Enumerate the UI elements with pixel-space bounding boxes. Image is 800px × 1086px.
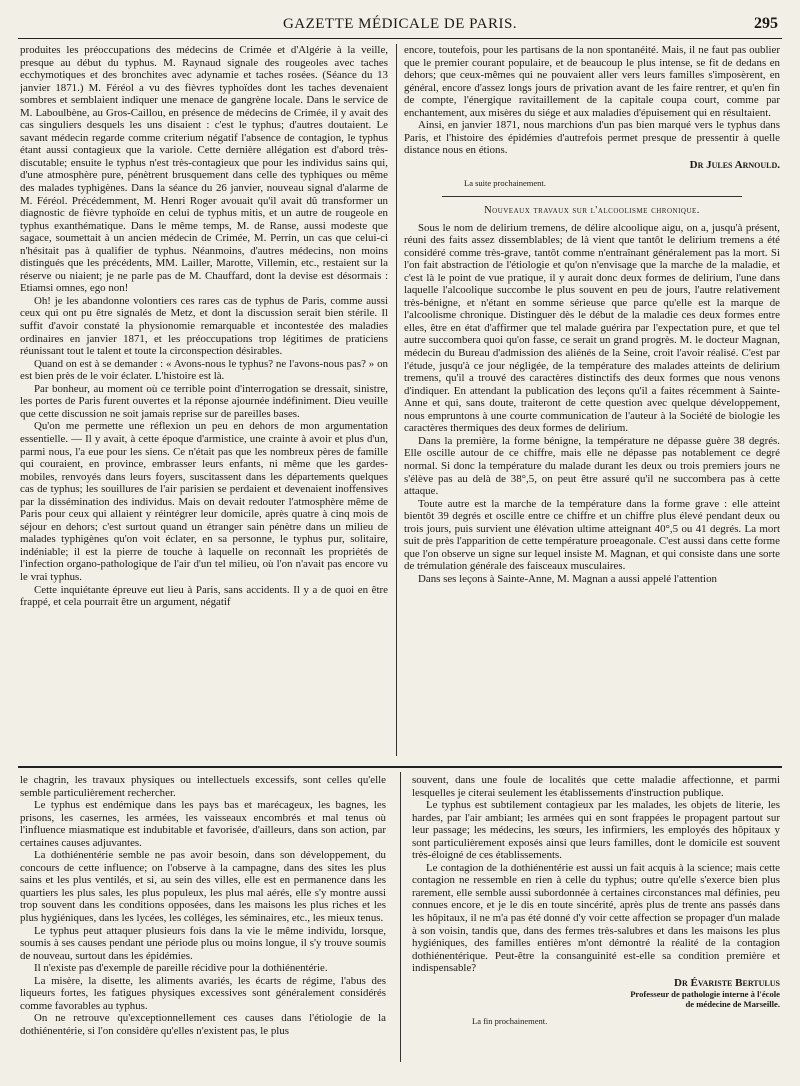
paragraph: Dans la première, la forme bénigne, la température ne dépasse guère 38 degrés. Elle oscille autour de ce chiffre, mais elle ne dépasse pas notablement ce degré normal. Si donc la température du malade durant les deux ou trois premiers jours ne s'élève pas au delà de 38°,5, on peut être assuré qu'il ne succombera pas à cette attaque. <box>404 434 780 498</box>
author-affiliation: de médecine de Marseille. <box>685 999 780 1010</box>
section-divider <box>18 766 782 768</box>
paragraph: produites les préoccupations des médecins de Crimée et d'Algérie à la veille, presque au début du typhus. M. Raynaud signale des rougeoles avec taches ecchymotiques et des bronchites avec adynamie et taches rosées. (Séance du 13 janvier 1871.) M. Féréol a vu des fièvres typhoïdes dont les taches devenaient sombres et semblaient indiquer une menace de gangrène locale. Dans le service de M. Laboulbène, au Gros-Caillou, en présence de médecins de Crimée, il y avait des cas singuliers desquels les uns disaient : c'est le typhus; d'autres doutaient. Le savant médecin regarde comme criterium négatif l'absence de contagion, le typhus étant aussi contagieux que la variole. Cette dernière allégation est d'abord très-discutable; ensuite le typhus n'est très-contagieux que pour les individus sains qui, d'une atmosphère pure, pénètrent brusquement dans celle des typhiques ou même des malades typhigènes. Dans la séance du 26 janvier, nouveau signal d'alarme de M. Féréol. Précédemment, M. Henri Roger avouait qu'il avait dû transformer un diagnostic de fièvre typhoïde en celui de typhus mitis, et un autre de rougeole en typhus exanthématique. Dans le même temps, M. de Ranse, aussi modeste que sagace, soumettait à un ancien médecin de Crimée, M. Perrin, un cas que celui-ci n'hésitait pas à qualifier de typhus. Néanmoins, d'autres médecins, non moins distingués que les précédents, MM. Lailler, Marotte, Villemin, etc., restaient sur la réserve ou niaient; je ne parle pas de M. Chauffard, dont la devise est désormais : Etiamsi omnes, ego non! <box>20 44 388 295</box>
article-typhus-column-right <box>404 44 780 754</box>
paragraph: Le contagion de la dothiénentérie est aussi un fait acquis à la science; mais cette contagion ne ressemble en rien à celle du typhus; outre qu'elle s'exerce bien plus rarement, elle semble aussi subordonnée à certaines circonstances mal définies, peu connues encore, et je le dis en toute sincérité, après plus de trente ans passés dans les hôpitaux, il ne m'a pas été donné d'y voir cette affection se propager d'un malade à son voisin, tandis que, dans des fermes très-salubres et dans les maisons les plus hygiéniques, des familles entières m'ont démontré la réalité de la contagion dothiénentérique. Peut-être la consanguinité est-elle sa condition première et indispensable? <box>412 861 780 975</box>
paragraph: Il n'existe pas d'exemple de pareille récidive pour la dothiénentérie. <box>34 962 328 975</box>
column-divider-bottom <box>400 772 401 1062</box>
author-signature: Dr Jules Arnould. <box>689 158 780 171</box>
feuilleton-column-left <box>20 774 386 1078</box>
article-typhus-column-left <box>20 44 388 750</box>
page-header <box>18 10 782 39</box>
feuilleton-column-right <box>412 774 780 1078</box>
paragraph: Dans ses leçons à Sainte-Anne, M. Magnan a aussi appelé l'attention <box>418 572 717 585</box>
paragraph: On ne retrouve qu'exceptionnellement ces causes dans l'étiologie de la dothiénentérie, si l'on considère qu'elles n'existent pas, le plus <box>20 1012 386 1037</box>
paragraph: souvent, dans une foule de localités que cette maladie affectionne, et parmi lesquelles je citerai seulement les établissements d'instruction publique. <box>412 774 780 799</box>
paragraph: Oh! je les abandonne volontiers ces rares cas de typhus de Paris, comme aussi ceux qui ont pu être signalés de Metz, et dont la discussion serait bien stérile. Il suffit d'avoir constaté la physionomie remarquable et incontestée des maladies ordinaires en janvier 1871, et les préoccupations trop légitimes de praticiens réunissant tout le talent et toute la circonspection désirables. <box>20 294 388 358</box>
paragraph: Cette inquiétante épreuve eut lieu à Paris, sans accidents. Il y a de quoi en être frappé, et cela pourrait être un argument, négatif <box>20 583 388 609</box>
paragraph: le chagrin, les travaux physiques ou intellectuels excessifs, sont celles qu'elle semble particulièrement rechercher. <box>20 774 386 799</box>
page-number: 295 <box>754 15 778 32</box>
author-signature: Dr Évariste Bertulus <box>674 976 780 989</box>
paragraph: Qu'on me permette une réflexion un peu en dehors de mon argumentation essentielle. — Il y avait, à cette époque d'armistice, une crainte à avoir et plus d'un, parmi nous, l'a eue pour les siens. Ce n'était pas que les nombreux pères de famille qui couraient, en province, embrasser leurs enfants, ni même que les gardes-mobiles, renvoyés dans leurs foyers, suscitassent dans les départements quelques cas de typhus; les souillures de l'air parisien se perdaient et devenaient inoffensives par la dissémination des individus. Mais on devait redouter l'atmosphère même de Paris pour ceux qui allaient y réintégrer leur domicile, après quatre à cinq mois de séjour en dehors; c'est surtout quand un étranger sain pénètre dans un milieu de malades typhigènes qu'on voit éclater, en sa personne, le typhus pur, solitaire, indéniable; il est la pierre de touche à laquelle on reconnaît les propriétés de l'infection organo-pathologique de l'air d'un tel milieu, où l'on n'avait pas encore vu le vrai typhus. <box>20 420 388 583</box>
article-separator <box>442 196 742 197</box>
paragraph: La dothiénentérie semble ne pas avoir besoin, dans son développement, du concours de cette influence; on l'observe à la campagne, dans des sites les plus sains et les plus ventilés, et si, au sein des villes, elle est en permanence dans les quartiers les plus sales, les plus populeux, les plus mal aérés, elle s'y montre aussi trop souvent dans les conditions opposées, dans les maisons les plus riches et les plus hygiéniques, dans les lycées, les colléges, les séminaires, etc., les mieux tenus. <box>20 849 386 925</box>
paragraph: Quand on est à se demander : « Avons-nous le typhus? ne l'avons-nous pas? » on est bien près de le voir éclater. L'histoire est là. <box>20 357 388 383</box>
continuation-note: La fin prochainement. <box>472 1016 548 1027</box>
journal-title: GAZETTE MÉDICALE DE PARIS. <box>282 16 518 32</box>
paragraph: Le typhus peut attaquer plusieurs fois dans la vie le même individu, lorsque, soumis à ses causes pendant une période plus ou moins longue, il s'y trouve soumis de nouveau, surtout dans les épidémies. <box>20 924 386 962</box>
continuation-note: La suite prochainement. <box>464 178 546 189</box>
column-divider-top <box>396 44 397 756</box>
author-affiliation: Professeur de pathologie interne à l'école <box>630 989 780 1000</box>
paragraph: encore, toutefois, pour les partisans de la non spontanéité. Mais, il ne faut pas oublier que le premier courant populaire, et de beaucoup le plus intense, se fit de dedans en dehors; que ceux-mêmes qui ne pouvaient aller vers leurs familles s'imposèrent, en général, encore d'assez longs jours de privation avant de les faire rentrer, et qu'en fin de compte, l'énergique ravitaillement de la capitale coupa court, comme par enchantement, aux misères du siége et aux maladies d'épuisement qui en résultaient. <box>404 44 780 119</box>
paragraph: Sous le nom de delirium tremens, de délire alcoolique aigu, on a, jusqu'à présent, réuni des faits assez dissemblables; de là vient que tantôt le delirium tremens a été considéré comme très-grave, tantôt comme n'entraînant généralement pas la mort. Si l'on fait abstraction de l'étiologie et qu'on n'envisage que la marche de la maladie, et c'est là le point de vue pratique, il y aurait donc deux formes de delirium, l'une dans laquelle l'alcoolique succombe le plus souvent en peu de jours, l'autre relativement très-bénigne, et n'étant en somme sérieuse que parce qu'elle est la marque de l'alcoolisme chronique. Distinguer dès le début de la maladie ces deux formes entre elles, être en état d'affirmer que tel malade guérira par l'expectation pure, et que tel autre succombera quoi qu'on fasse, ce serait un grand progrès. M. le docteur Magnan, médecin du Bureau d'admission des aliénés de la Seine, croit l'avoir réalisé. C'est par l'étude, jusqu'à ce jour négligée, de la température des malades atteints de delirium tremens, qu'il a trouvé des caractères distinctifs des deux formes que nous venons d'indiquer. En attendant la publication des leçons qu'il a faites récemment à Sainte-Anne et qui, sans doute, traiteront de cette question avec quelque développement, nous empruntons à une courte communication de l'auteur à la Société de biologie les caractères thermiques des deux formes de delirium. <box>404 221 780 435</box>
paragraph: Toute autre est la marche de la température dans la forme grave : elle atteint bientôt 39 degrés et oscille entre ce chiffre et un chiffre plus élevé pendant deux ou trois jours, puis survient une élévation ultime atteignant 40°,5 ou 41 degrés. La mort suit de près l'apparition de cette température proeagonale. C'est aussi dans cette forme que l'on observe un signe sur lequel insiste M. Magnan, et qui consiste dans une sorte de trémulation générale des faisceaux musculaires. <box>404 497 780 573</box>
paragraph: Le typhus est subtilement contagieux par les malades, les objets de literie, les hardes, par l'air ambiant; les armées qui en sont frappées le propagent partout sur leur passage; les médecins, les sœurs, les infirmiers, les employés des hôpitaux y sont particulièrement exposés ainsi que leurs familles, dont le domicile est souvent très-éloigné de ces établissements. <box>412 799 780 862</box>
paragraph: La misère, la disette, les aliments avariés, les écarts de régime, l'abus des liqueurs fortes, les fatigues physiques excessives sont généralement considérés comme favorables au typhus. <box>20 974 386 1012</box>
paragraph: Par bonheur, au moment où ce terrible point d'interrogation se dressait, sinistre, les portes de Paris furent ouvertes et la réponse ajournée indéfiniment. Dieu veuille que cette discussion ne soit jamais reprise sur de pareilles bases. <box>20 382 388 420</box>
article-title: Nouveaux travaux sur l'alcoolisme chronique. <box>484 205 700 217</box>
paragraph: Le typhus est endémique dans les pays bas et marécageux, les bagnes, les prisons, les casernes, les armées, les vaisseaux encombrés et mal tenus où l'influence miasmatique est indubitable et favorisée, d'ailleurs, dans son action, par certaines causes adjuvantes. <box>20 799 386 849</box>
paragraph: Ainsi, en janvier 1871, nous marchions d'un pas bien marqué vers le typhus dans Paris, et l'histoire des épidémies d'autrefois permet presque de pressentir à quelle distance nous en étions. <box>404 119 780 157</box>
